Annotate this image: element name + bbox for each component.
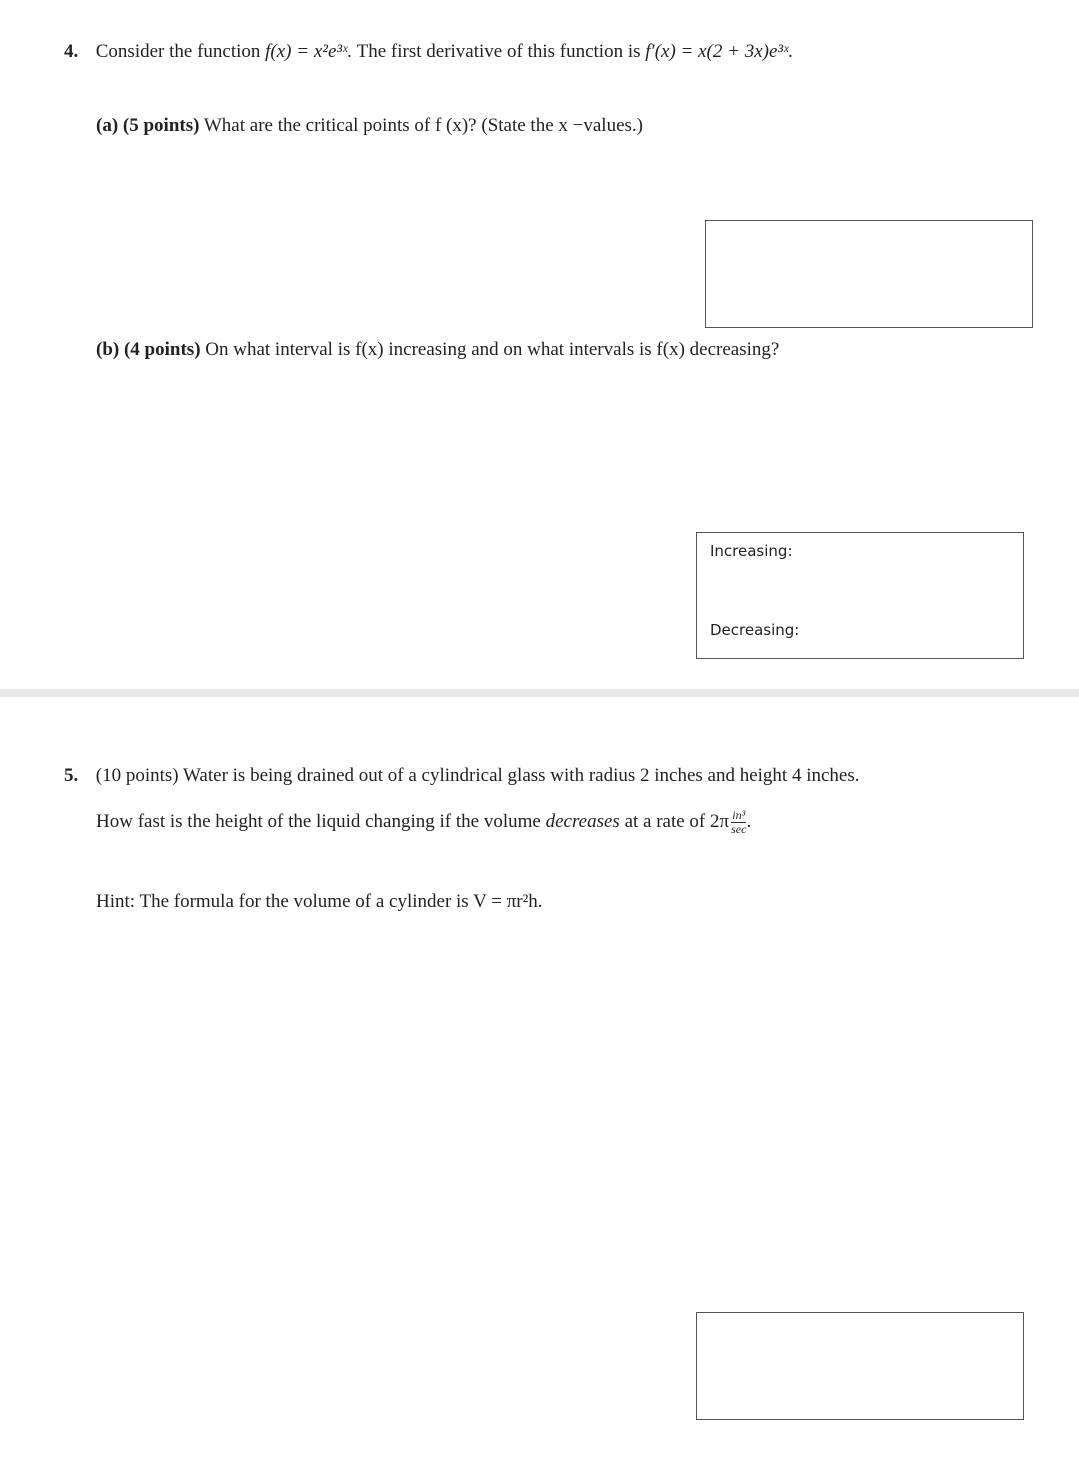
question-5-number: 5.: [64, 765, 79, 786]
question-4-stem-pre: Consider the function: [95, 41, 261, 62]
increasing-label: Increasing:: [710, 542, 793, 560]
decreasing-label: Decreasing:: [710, 621, 800, 639]
question-4b: [96, 338, 779, 362]
question-4a-label: (a): [96, 115, 119, 136]
answer-box-4a[interactable]: [705, 220, 1033, 328]
question-5-text-2-pre: How fast is the height of the liquid changing if the volume: [96, 810, 541, 832]
question-5-line2: [96, 809, 751, 836]
answer-box-4b[interactable]: [696, 532, 1024, 659]
question-5-text-2-post: at a rate of 2π: [624, 810, 730, 832]
question-5-emphasis: decreases: [545, 810, 620, 832]
question-4-header: [64, 40, 793, 64]
question-5-text-1: (10 points) Water is being drained out of a cylindrical glass with radius 2 inches and height 4 inches.: [95, 765, 860, 786]
question-4a: [96, 114, 643, 138]
question-4a-points: (5 points): [122, 115, 200, 136]
question-4b-points: (4 points): [123, 339, 201, 360]
question-4-function: f(x) = x²e³ˣ.: [265, 41, 353, 62]
question-5-text-2-end: .: [746, 810, 752, 832]
question-4a-text: What are the critical points of f (x)? (State the x −values.): [203, 115, 643, 136]
question-4b-text: On what interval is f(x) increasing and on what intervals is f(x) decreasing?: [205, 339, 780, 360]
answer-box-5[interactable]: [696, 1312, 1024, 1420]
question-4-number: 4.: [64, 41, 79, 62]
rate-unit-denominator: sec: [731, 822, 747, 836]
question-5-hint: Hint: The formula for the volume of a cylinder is V = πr²h.: [96, 891, 543, 912]
question-4-stem-mid: The first derivative of this function is: [356, 41, 641, 62]
rate-unit-numerator: in³: [732, 808, 746, 822]
question-5-line1: [64, 764, 860, 788]
question-4-derivative: f′(x) = x(2 + 3x)e³ˣ.: [645, 41, 794, 62]
rate-unit-fraction: [731, 809, 746, 836]
question-4b-label: (b): [96, 339, 120, 360]
page-divider: [0, 689, 1079, 697]
